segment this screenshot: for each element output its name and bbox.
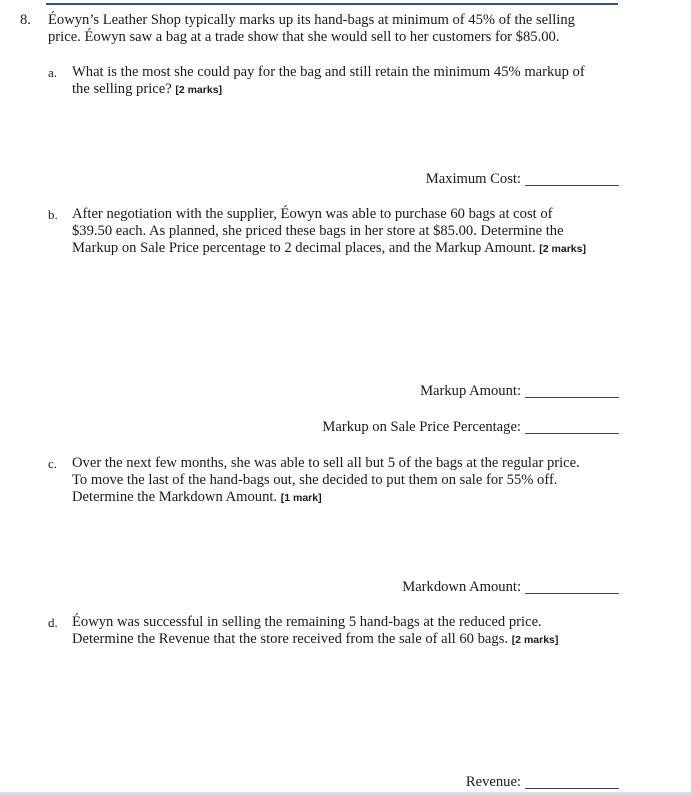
answer-markup-percentage[interactable] bbox=[322, 419, 619, 436]
answer-markup-amount-label: Markup Amount: bbox=[420, 383, 521, 399]
part-c-line-2: To move the last of the hand-bags out, she decided to put them on sale for 55% off. bbox=[72, 472, 558, 488]
answer-markdown-amount[interactable] bbox=[402, 579, 619, 596]
part-a-text bbox=[72, 64, 627, 99]
part-b-line-1: After negotiation with the supplier, Éowyn was able to purchase 60 bags at cost of bbox=[72, 206, 553, 222]
part-b-label: b. bbox=[48, 207, 58, 222]
part-a-line-2 bbox=[72, 81, 627, 99]
answer-maximum-cost[interactable] bbox=[426, 171, 619, 188]
part-d-text bbox=[72, 614, 627, 649]
part-c-text bbox=[72, 455, 627, 507]
part-d-marks: [2 marks] bbox=[511, 634, 559, 646]
part-b-text bbox=[72, 206, 627, 258]
answer-markup-percentage-label: Markup on Sale Price Percentage: bbox=[322, 419, 521, 435]
answer-markup-amount[interactable] bbox=[420, 383, 619, 400]
part-d-label: d. bbox=[48, 615, 58, 630]
part-a-line-1: What is the most she could pay for the bag and still retain the minimum 45% markup of bbox=[72, 64, 585, 80]
part-b-line-2: $39.50 each. As planned, she priced these bags in her store at $85.00. Determine the bbox=[72, 223, 564, 239]
part-a-marks: [2 marks] bbox=[175, 84, 223, 96]
part-c-line-3 bbox=[72, 489, 627, 507]
question-intro bbox=[48, 12, 628, 46]
part-b-line-3 bbox=[72, 240, 627, 258]
part-c-line-1: Over the next few months, she was able to sell all but 5 of the bags at the regular price. bbox=[72, 455, 580, 471]
intro-line-2: price. Éowyn saw a bag at a trade show that she would sell to her customers for $85.00. bbox=[48, 29, 560, 45]
part-a-label: a. bbox=[48, 65, 58, 80]
top-rule bbox=[46, 3, 618, 5]
part-a-line-2-text: the selling price? bbox=[72, 81, 172, 97]
part-b-marks: [2 marks] bbox=[539, 243, 586, 255]
part-c-line-3-text: Determine the Markdown Amount. bbox=[72, 489, 278, 505]
answer-blank[interactable] bbox=[525, 184, 619, 186]
question-number: 8. bbox=[20, 12, 31, 28]
part-d-line-2 bbox=[72, 631, 627, 649]
answer-revenue-label: Revenue: bbox=[465, 774, 521, 790]
part-c-marks: [1 mark] bbox=[280, 492, 322, 504]
part-c-label: c. bbox=[48, 456, 58, 471]
intro-line-1: Éowyn’s Leather Shop typically marks up its hand-bags at minimum of 45% of the selling bbox=[48, 12, 575, 28]
answer-blank[interactable] bbox=[525, 396, 619, 398]
answer-markdown-amount-label: Markdown Amount: bbox=[402, 579, 521, 595]
answer-blank[interactable] bbox=[525, 432, 619, 434]
answer-blank[interactable] bbox=[525, 787, 619, 789]
answer-blank[interactable] bbox=[525, 592, 619, 594]
answer-maximum-cost-label: Maximum Cost: bbox=[425, 171, 521, 187]
part-d-line-1: Éowyn was successful in selling the remaining 5 hand-bags at the reduced price. bbox=[72, 614, 542, 630]
part-b-line-3-text: Markup on Sale Price percentage to 2 decimal places, and the Markup Amount. bbox=[72, 240, 536, 256]
part-d-line-2-text: Determine the Revenue that the store received from the sale of all 60 bags. bbox=[72, 631, 509, 647]
answer-revenue[interactable] bbox=[466, 774, 619, 791]
